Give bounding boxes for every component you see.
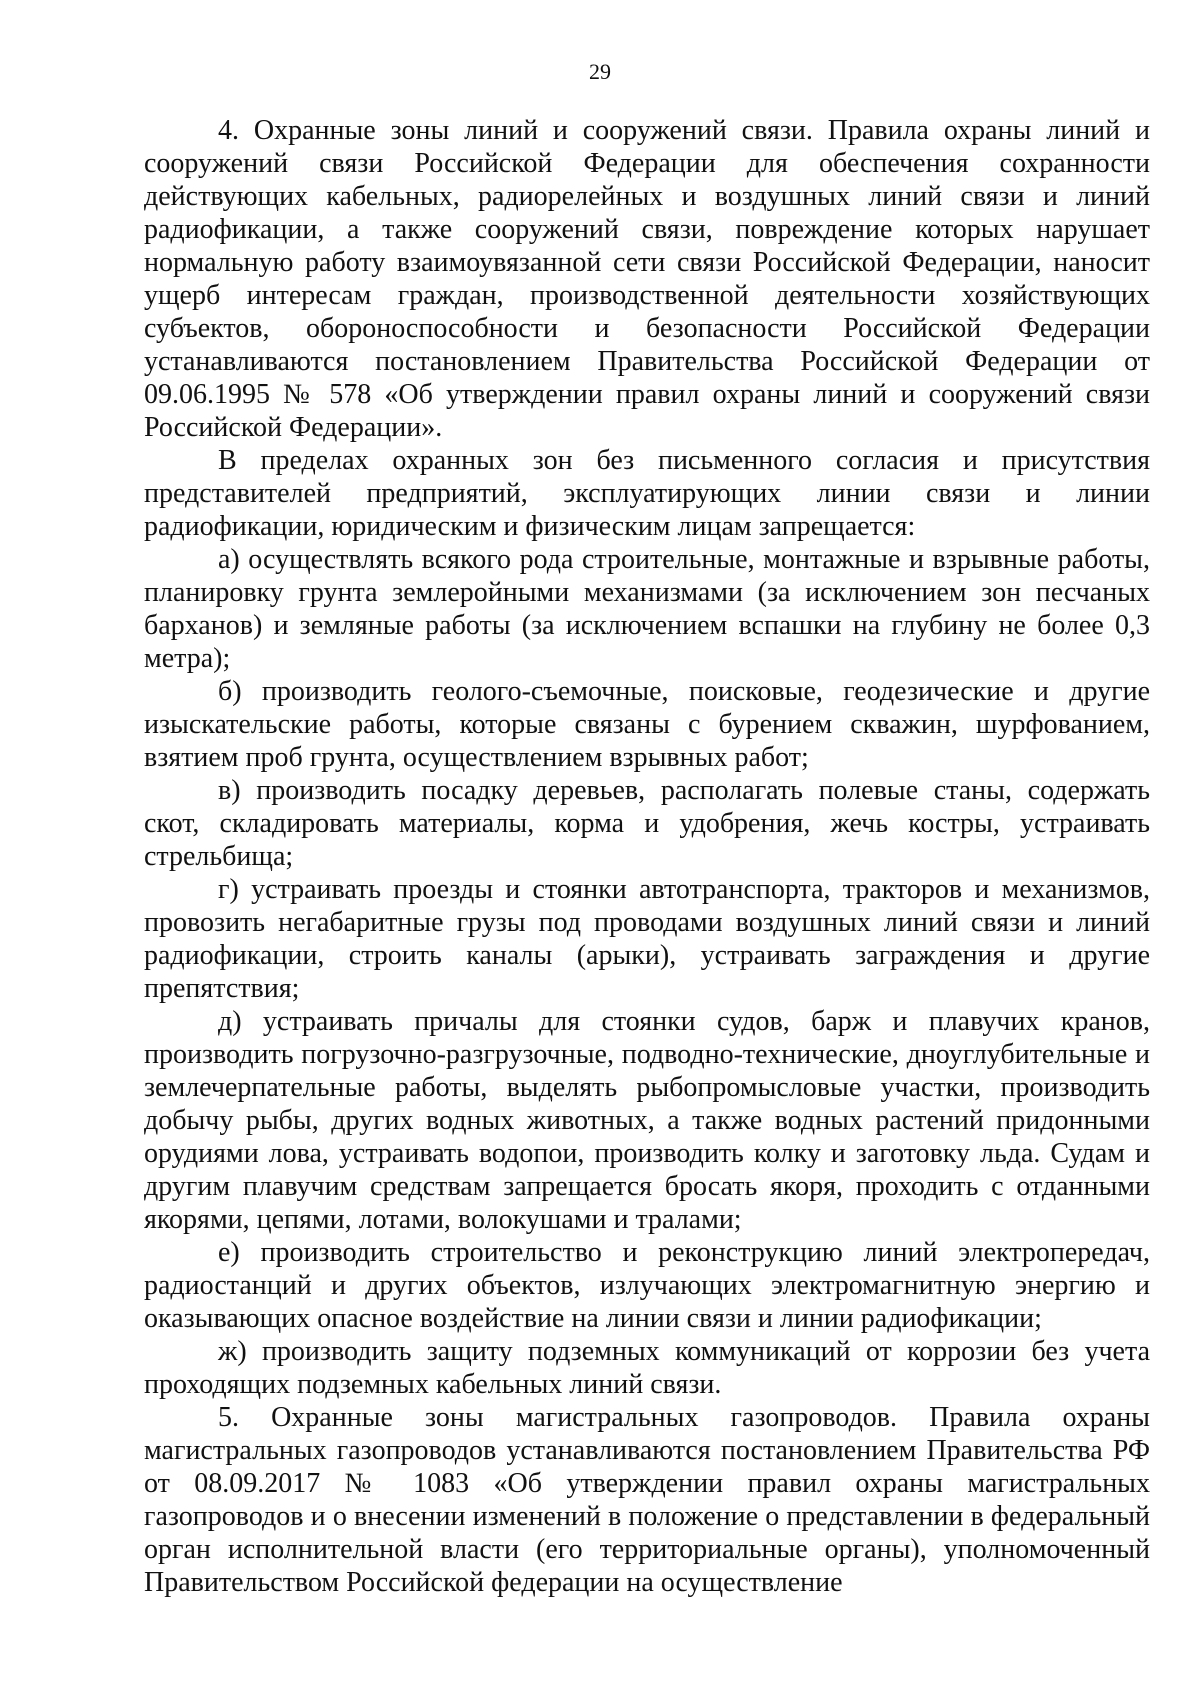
list-item-v: в) производить посадку деревьев, располагать полевые станы, содержать скот, складировать материалы, корма и удобрения, жечь костры, устраивать стрельбища;	[144, 775, 1150, 872]
list-item-d: д) устраивать причалы для стоянки судов, барж и плавучих кранов, производить погрузочно-разгрузочные, подводно-технические, дноуглубительные и землечерпательные работы, выделять рыбопромысловые участки, производить добычу рыбы, других водных животных, а также водных растений придонными орудиями лова, устраивать водопои, производить колку и заготовку льда. Судам и другим плавучим средствам запрещается бросать якоря, проходить с отданными якорями, цепями, лотами, волокушами и тралами;	[144, 1006, 1150, 1235]
list-item-e: е) производить строительство и реконструкцию линий электропередач, радиостанций и других объектов, излучающих электромагнитную энергию и оказывающих опасное воздействие на линии связи и линии радиофикации;	[144, 1237, 1150, 1334]
page-number: 29	[589, 59, 611, 84]
paragraph-prohibitions-intro: В пределах охранных зон без письменного согласия и присутствия представителей предприятий, эксплуатирующих линии связи и линии радиофикации, юридическим и физическим лицам запрещается:	[144, 445, 1150, 542]
paragraph-communication-zones: 4. Охранные зоны линий и сооружений связи. Правила охраны линий и сооружений связи Российской Федерации для обеспечения сохранности действующих кабельных, радиорелейных и воздушных линий связи и линий радиофикации, а также сооружений связи, повреждение которых нарушает нормальную работу взаимоувязанной сети связи Российской Федерации, наносит ущерб интересам граждан, производственной деятельности хозяйствующих субъектов, обороноспособности и безопасности Российской Федерации устанавливаются постановлением Правительства Российской Федерации от 09.06.1995 № 578 «Об утверждении правил охраны линий и сооружений связи Российской Федерации».	[144, 115, 1150, 443]
list-item-zh: ж) производить защиту подземных коммуникаций от коррозии без учета проходящих подземных кабельных линий связи.	[144, 1336, 1150, 1400]
list-item-g: г) устраивать проезды и стоянки автотранспорта, тракторов и механизмов, провозить негабаритные грузы под проводами воздушных линий связи и линий радиофикации, строить каналы (арыки), устраивать заграждения и другие препятствия;	[144, 874, 1150, 1004]
list-item-b: б) производить геолого-съемочные, поисковые, геодезические и другие изыскательские работы, которые связаны с бурением скважин, шурфованием, взятием проб грунта, осуществлением взрывных работ;	[144, 676, 1150, 773]
document-body	[144, 114, 1150, 1599]
list-item-a: а) осуществлять всякого рода строительные, монтажные и взрывные работы, планировку грунта землеройными механизмами (за исключением зон песчаных барханов) и земляные работы (за исключением вспашки на глубину не более 0,3 метра);	[144, 544, 1150, 674]
paragraph-gas-pipeline-zones: 5. Охранные зоны магистральных газопроводов. Правила охраны магистральных газопроводов устанавливаются постановлением Правительства РФ от 08.09.2017 № 1083 «Об утверждении правил охраны магистральных газопроводов и о внесении изменений в положение о представлении в федеральный орган исполнительной власти (его территориальные органы), уполномоченный Правительством Российской федерации на осуществление	[144, 1402, 1150, 1598]
